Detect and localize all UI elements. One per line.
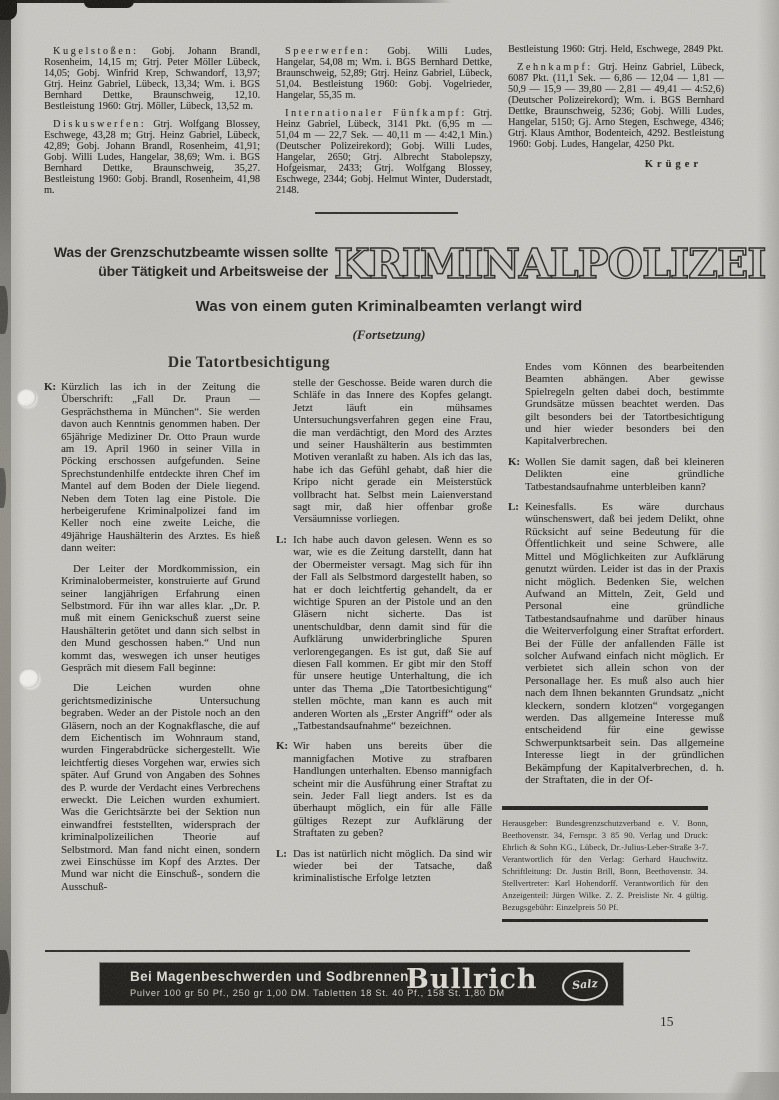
result-paragraph: Diskuswerfen: Gtrj. Wolfgang Blossey, Eschwege, 43,28 m; Gtrj. Heinz Gabriel, Lübeck, 42,89; Gobj. Johann Brandl, Rosenheim, 41,91; Gobj. Willi Ludes, Hangelar, 38,69; Wm. i. BGS Bernhard Dettke, Braunschweig, 35,27. Bestleistung 1960: Gobj. Brandl, Rosenheim, 41,98 m. [44, 119, 260, 196]
page-bottom-rule [45, 950, 690, 952]
masthead-title: KRIMINALPOLIZEI [334, 240, 766, 288]
speaker-label: L: [508, 501, 519, 514]
sports-results-column-1 [44, 46, 260, 203]
continuation-note: (Fortsetzung) [352, 327, 426, 342]
scan-top-blob [84, 0, 134, 8]
article-subtitle: Was von einem guten Kriminalbeamten verlangt wird [195, 298, 583, 315]
speaker-label: K: [276, 740, 288, 753]
dialogue-paragraph: stelle der Geschosse. Beide waren durch die Schläfe in das Innere des Kopfes gelangt. Jetzt läuft ein mühsames Untersuchungsverfahren gegen eine Frau, die man verdächtigt, den Mord des Arztes und seiner Haushälterin aus bestimmten Motiven veranlaßt zu haben. Als ich das las, habe ich das Gefühl gehabt, daß hier die Kripo nicht gerade ein Meisterstück vollbracht hat. Selbst mein Laienverstand sagt mir, daß hier offenbar große Versäumnisse vorliegen. [293, 377, 492, 526]
dialogue-paragraph: Endes vom Können des bearbeitenden Beamten abhängen. Aber gewisse Spielregeln gelten dabei doch, bestimmte Grundsätze müssen beachtet werden. Das gilt besonders bei der Tatortbesichtigung und hier wieder besonders bei den Kapitalverbrechen. [525, 361, 724, 448]
scan-corner-mark [0, 0, 17, 20]
scan-edge-bottom [0, 1093, 760, 1100]
ad-headline: Bei Magenbeschwerden und Sodbrennen [130, 969, 409, 984]
event-name: Diskuswerfen: [53, 119, 147, 130]
dialogue-paragraph: Der Leiter der Mordkommission, ein Kriminalobermeister, konstruierte auf Grund seiner langjährigen Erfahrung einen Selbstmord. Für ihn war alles klar. „Dr. P. muß mit einem Genickschuß zuerst seine Haushälterin getötet und dann sich selbst in den Mund geschossen haben.“ Und nun kommt das, weswegen ich unser heutiges Gespräch mit diesem Fall beginne: [61, 562, 260, 674]
kicker-line-1: Was der Grenzschutzbeamte wissen sollte [53, 244, 328, 260]
ad-brand-name: Bullrich [406, 964, 538, 995]
dialogue-paragraph: Die Leichen wurden ohne gerichtsmedizinische Untersuchung begraben. Weder an der Pistole noch an den Gläsern, noch an der Kognakflasche, die auf dem Eichentisch im Wohnraum stand, wurden Fingerabdrücke sichergestellt. Wie leichtfertig dieses Vorgehen war, erwies sich später. Auf Grund von Angaben des Sohnes des P. wurde der Verdacht eines Verbrechens erweckt. Die Leichen wurden exhumiert. Was die Gerichtsärzte bei der Sektion nun einwandfrei feststellten, widersprach der kriminalpolizeilichen Theorie auf Selbstmord. Man fand nicht einen, sondern zwei Einschüsse im Kopf des Arztes. Der Mund war nicht die Einschuß-, sondern die Ausschuß- [61, 682, 260, 893]
speaker-label: L: [276, 847, 287, 860]
result-paragraph: Internationaler Fünfkampf: Gtrj. Heinz Gabriel, Lübeck, 3141 Pkt. (6,95 m — 51,04 m — 22,7 Sek. — 40,11 m — 4:42,1 Min.) (Deutscher Polizeirekord); Gobj. Willi Ludes, Hangelar, 2650; Gtrj. Albrecht Stabolepszy, Hofgeismar, 2433; Gtrj. Wolfgang Blossey, Eschwege, 2344; Gobj. Helmut Winter, Duderstadt, 2148. [276, 108, 492, 196]
scan-edge-top [0, 0, 452, 3]
speaker-label: K: [44, 381, 56, 393]
dialogue-paragraph: K: Kürzlich las ich in der Zeitung die Überschrift: „Fall Dr. Praun — Gesprächsthema in München“. Sie werden davon auch Kenntnis genommen haben. Der 65jährige Mediziner Dr. Otto Praun wurde am 19. April 1960 in seiner Villa in Pöcking erschossen aufgefunden. Seine Sprechstundenhilfe entdeckte ihren Chef im Mantel auf dem Boden der Diele liegend. Neben dem Toten lag eine Pistole. Die herbeigerufene Kriminalpolizei fand im Keller noch eine zweite Leiche, die 49jährige Haushälterin des Arztes. Es hieß dann weiter: [44, 381, 260, 555]
bullrich-advertisement [100, 963, 623, 1005]
result-paragraph: Bestleistung 1960: Gtrj. Held, Eschwege, 2849 Pkt. [508, 44, 724, 55]
imprint-box: Herausgeber: Bundesgrenzschutzverband e. V. Bonn, Beethovenstr. 34, Fernspr. 3 85 90. Verlag und Druck: Ehrlich & Sohn KG., Lübeck, Dr.-Julius-Leber-Straße 3-7. Verantwortlich für den Verlag: Gerhard Hauchwitz. Schriftleitung: Dr. Justin Brill, Bonn, Beethovenstr. 34. Stellvertreter: Karl Hohendorff. Verantwortlich für den Anzeigenteil: Jürgen Wilke. Z. Z. Preisliste Nr. 4 gültig. Bezugsgebühr: Einzelpreis 50 Pf. [502, 806, 708, 922]
event-name: Kugelstoßen: [53, 46, 139, 57]
dialogue-paragraph: L: Ich habe auch davon gelesen. Wenn es so war, wie es die Zeitung darstellt, dann hat der Obermeister versagt. Mag sich für ihn der Fall als Selbstmord dargestellt haben, so hat er doch leichtfertig gehandelt, da er wichtige Spuren an der Pistole und an den Gläsern nicht sicherte. Das ist unentschuldbar, denn damit sind für die Aufklärung unwiderbringliche Spuren verlorengegangen. Es ist gut, daß Sie auf diesen Fall kommen. Er gibt mir den Stoff für unsere heutige Unterhaltung, die ich unter das Thema „Die Tatortbesichtigung“ stellen möchte, man kann es auch mit anderen Worten als „Erster Angriff“ oder als „Tatbestandsaufnahme“ bezeichnen. [276, 533, 492, 732]
page-number: 15 [660, 1014, 674, 1029]
scan-edge-blob [0, 468, 6, 508]
scan-corner-shadow [688, 1072, 779, 1100]
scan-edge-blob [0, 950, 10, 1014]
article-column-1 [44, 381, 260, 939]
event-name: Speerwerfen: [285, 46, 371, 57]
dialogue-paragraph: L: Keinesfalls. Es wäre durchaus wünschenswert, daß bei jedem Delikt, ohne Rücksicht auf seine Bedeutung für die Öffentlichkeit und seine Schwere, alle Mittel und Möglichkeiten zur Aufklärung genutzt würden. Leider ist das in der Praxis nicht möglich. Bedenken Sie, welchen Aufwand an Mitteln, Zeit, Geld und Personal eine gründliche Tatbestandsaufnahme und darüber hinaus die Weiterverfolgung einer Straftat erfordert. Bei der Fülle der anfallenden Fälle ist solcher Aufwand einfach nicht möglich. Er verbietet sich allein schon von der Personallage her. Es muß also auch hier nach dem Ihnen bekannten Grundsatz „nicht kleckern, sondern klotzen“ vorgegangen werden. Das allgemeine Interesse muß entscheidend für eine gewisse Schwerpunktsarbeit sein. Das allgemeine Interesse liegt in der gründlichen Bekämpfung der Kapitalverbrechen, d. h. der Straftaten, die in der Of- [508, 501, 724, 786]
result-paragraph: Speerwerfen: Gobj. Willi Ludes, Hangelar, 54,08 m; Wm. i. BGS Bernhard Dettke, Braunschweig, 52,89; Gtrj. Heinz Gabriel, Lübeck, 51,04. Bestleistung 1960: Gobj. Vogelrieder, Hangelar, 55,35 m. [276, 46, 492, 101]
kicker-line-2: über Tätigkeit und Arbeitsweise der [98, 262, 328, 279]
section-heading: Die Tatortbesichtigung [167, 354, 331, 371]
result-paragraph: Kugelstoßen: Gobj. Johann Brandl, Rosenheim, 14,15 m; Gtrj. Peter Möller Lübeck, 14,05; Gobj. Winfrid Krep, Schwandorf, 13,97; Gtrj. Heinz Gabriel, Lübeck, 13,34; Wm. i. BGS Bernhard Dettke, Braunschweig, 12,10. Bestleistung 1960: Gtrj. Möller, Lübeck, 13,52 m. [44, 46, 260, 112]
speaker-label: L: [276, 533, 287, 546]
article-column-3 [508, 361, 724, 804]
result-paragraph: Zehnkampf: Gtrj. Heinz Gabriel, Lübeck, 6087 Pkt. (11,1 Sek. — 6,86 — 12,04 — 1,81 — 50,9 — 15,9 — 39,80 — 2,81 — 49,41 — 4:52,6) (Deutscher Polizeirekord); Wm. i. BGS Bernhard Dettke, Braunschweig, 5236; Gobj. Willi Ludes, Hangelar, 5150; Gj. Arno Stegen, Eschwege, 4346; Gtrj. Klaus Amthor, Bodenteich, 4292. Bestleistung 1960: Gobj. Ludes, Hangelar, 4250 Pkt. [508, 62, 724, 150]
hole-punch [19, 668, 39, 688]
sports-results-column-3 [508, 44, 724, 170]
dialogue-paragraph: K: Wollen Sie damit sagen, daß bei kleineren Delikten eine gründliche Tatbestandsaufnahme unterbleiben kann? [508, 455, 724, 493]
headline-kicker [40, 243, 328, 280]
speaker-label: K: [508, 455, 520, 468]
section-divider-rule [315, 212, 458, 214]
sports-results-column-2 [276, 46, 492, 203]
scan-edge-blob [0, 286, 8, 334]
ad-price-line: Pulver 100 gr 50 Pf., 250 gr 1,00 DM. Tabletten 18 St. 40 Pf., 158 St. 1,80 DM [130, 988, 505, 998]
hole-punch [17, 388, 36, 407]
dialogue-paragraph: K: Wir haben uns bereits über die mannigfachen Motive zu strafbaren Handlungen unterhalten. Ebenso mannigfach scheint mir die Ausführung einer Straftat zu sein. Jeder Fall liegt anders. Ist es da überhaupt möglich, ein für alle Fälle gültiges Rezept zur Aufklärung der Straftaten zu geben? [276, 740, 492, 840]
dialogue-paragraph: L: Das ist natürlich nicht möglich. Da sind wir wieder bei der Tatsache, daß kriminalistische Erfolge letzten [276, 847, 492, 885]
article-column-2 [276, 377, 492, 949]
scan-edge-left [0, 0, 11, 1100]
event-name: Internationaler Fünfkampf: [285, 108, 467, 119]
bullrich-salz-logo-icon: Salz [561, 968, 610, 1003]
event-name: Zehnkampf: [517, 62, 593, 73]
author-signature: Krüger [644, 159, 702, 170]
